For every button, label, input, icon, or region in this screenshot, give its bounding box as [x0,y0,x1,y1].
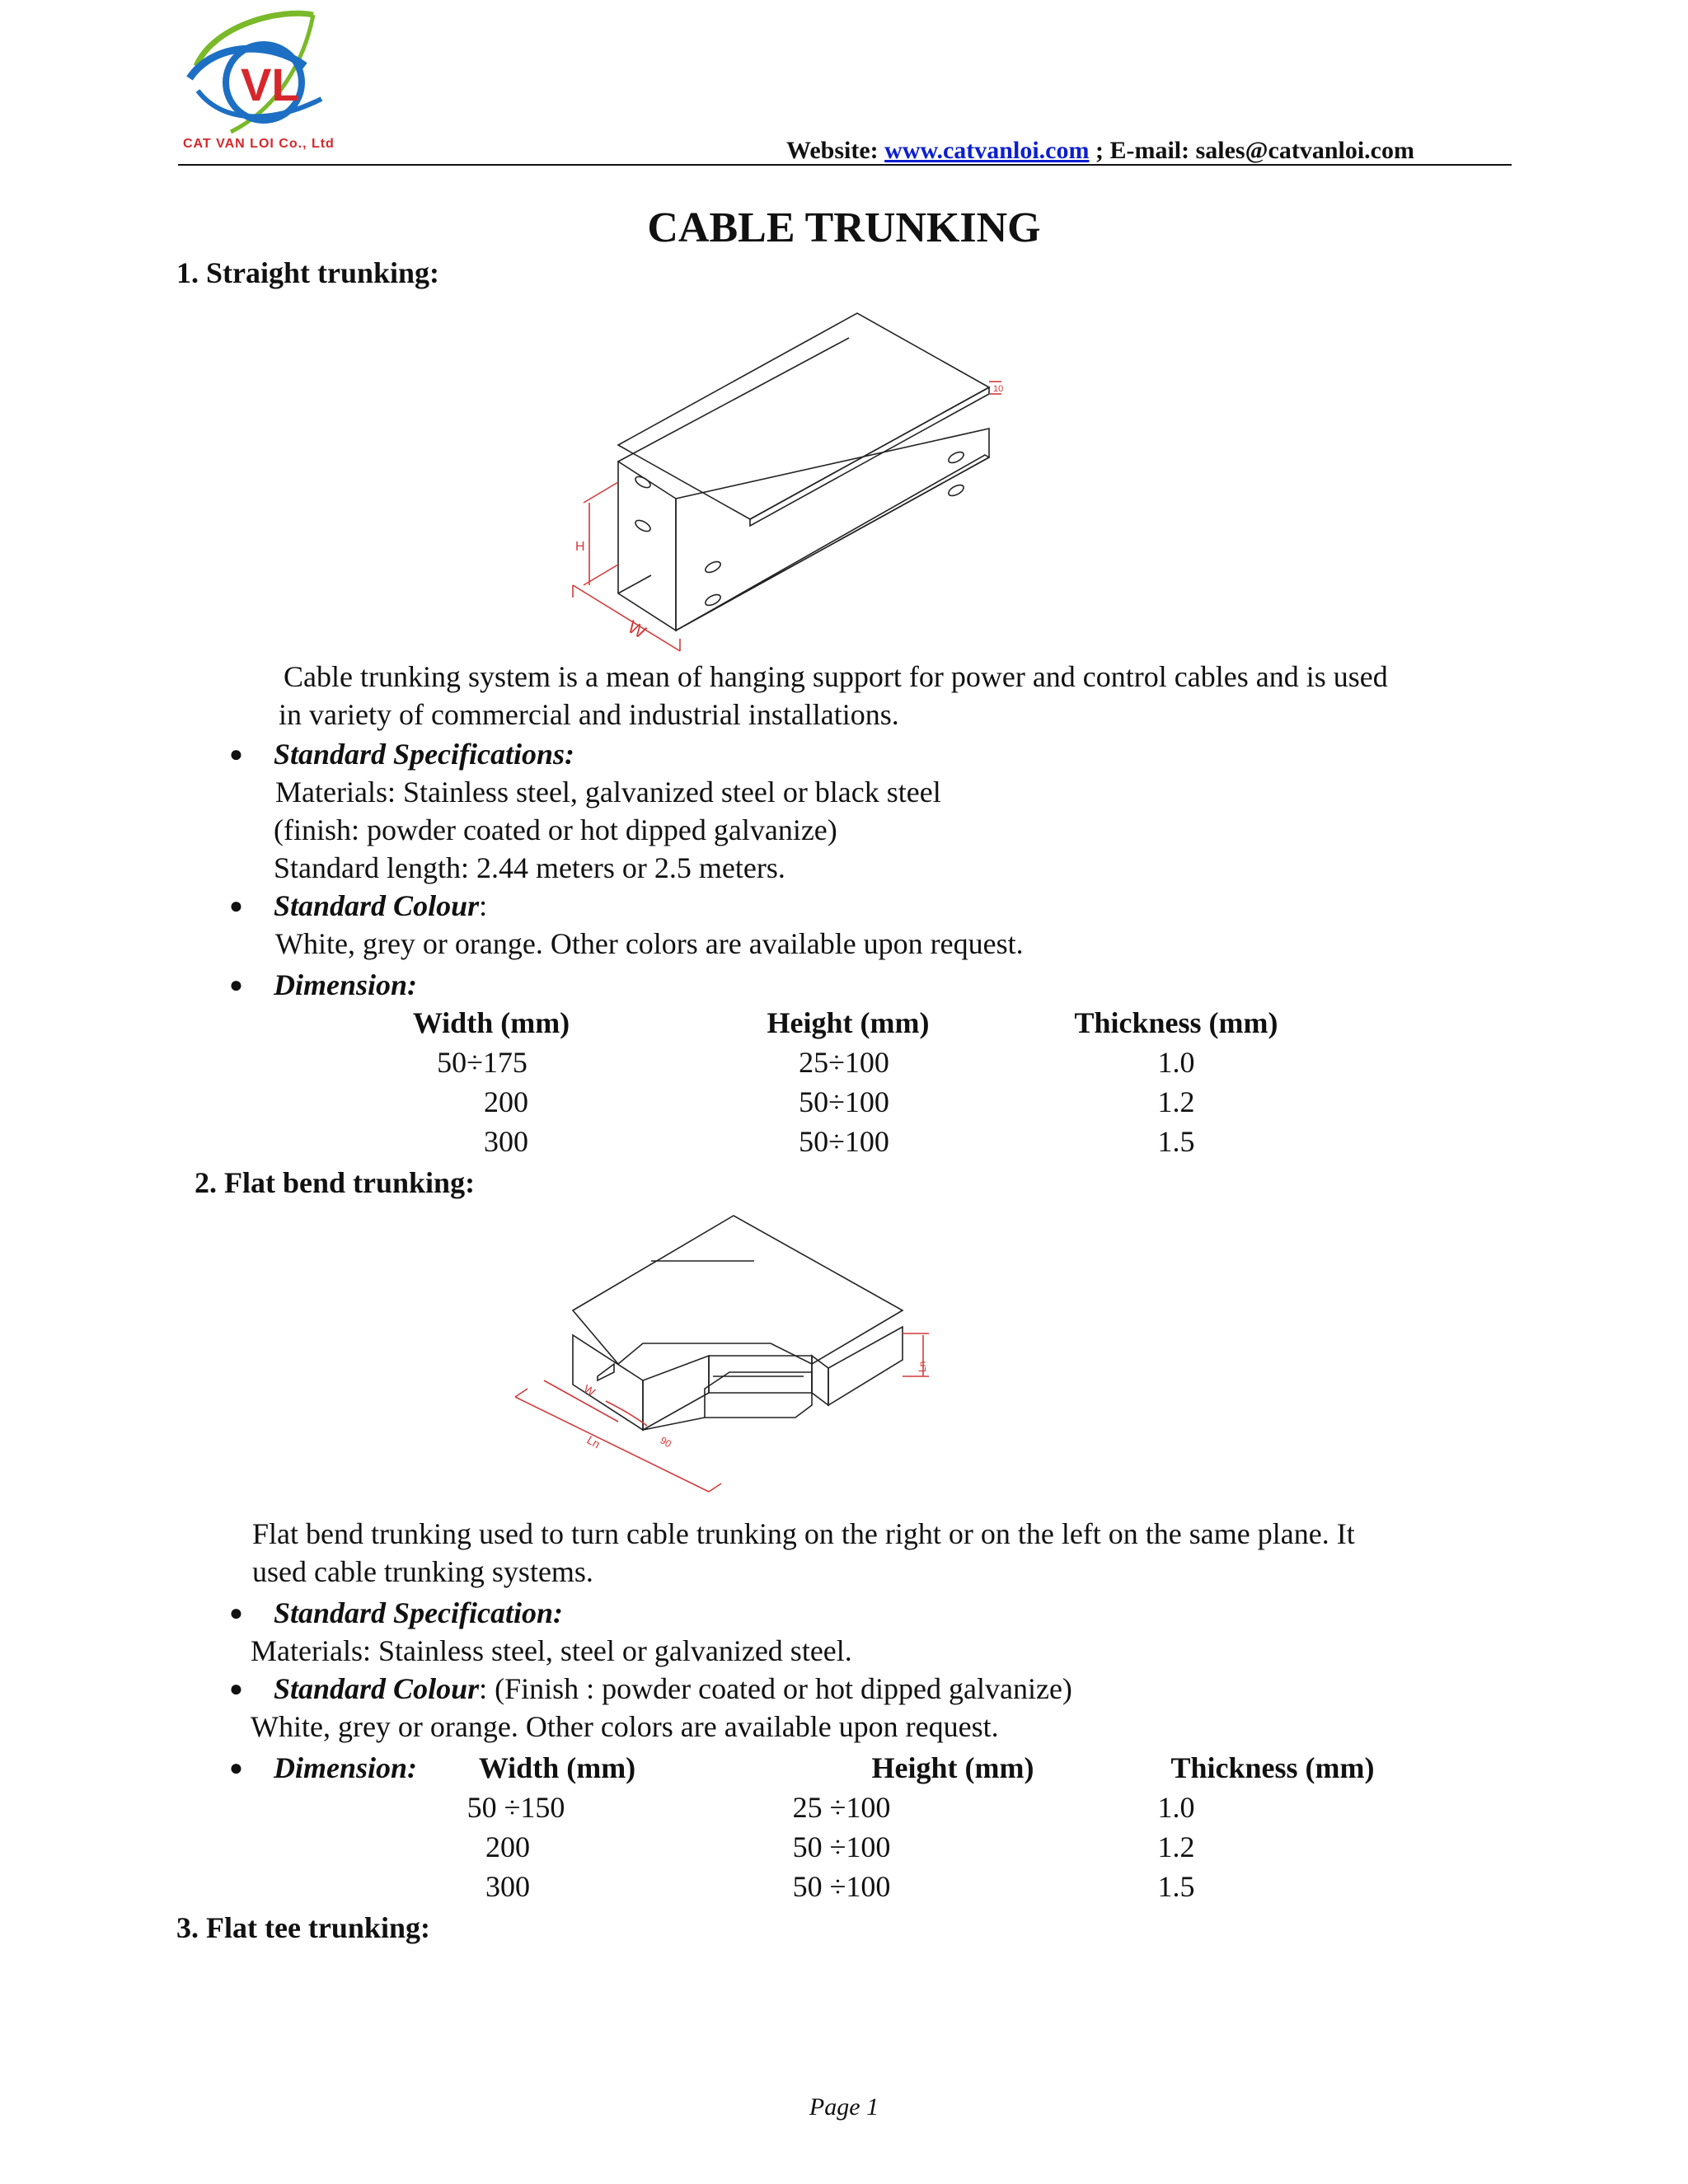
table1-cell: 50÷175 [437,1046,528,1079]
table2-header-thickness: Thickness (mm) [1170,1751,1375,1784]
section2-colour-suffix: : (Finish : powder coated or hot dipped galvanize) [479,1672,1072,1705]
header-rule [178,164,1512,166]
section1-spec-label: Standard Specifications: [274,738,575,771]
section2-desc-line1: Flat bend trunking used to turn cable trunking on the right or on the left on the same plane. It [252,1517,1355,1550]
bend-height-label: Ln [917,1361,928,1372]
logo-letters: VL [241,59,300,110]
section1-spec-line2: (finish: powder coated or hot dipped galvanize) [274,813,837,846]
bullet-icon: ● [229,1755,243,1781]
header-contact [786,137,1414,165]
table2-cell: 1.2 [1157,1830,1195,1863]
company-name: CAT VAN LOI Co., Ltd [183,137,335,151]
section2-spec-line1: Materials: Stainless steel, steel or galvanized steel. [251,1634,852,1667]
bullet-icon: ● [229,1601,243,1626]
table2-cell: 25 ÷100 [792,1791,891,1824]
page-title: CABLE TRUNKING [647,204,1041,251]
section1-dimension-label: Dimension: [274,968,418,1001]
bullet-icon: ● [229,972,243,998]
table1-header-width: Width (mm) [412,1006,570,1039]
lid-dimension-label: 10 [993,384,1004,394]
section1-colour-row [274,888,487,923]
table1-cell: 300 [484,1125,528,1158]
page-number: Page 1 [809,2093,879,2121]
section2-heading: 2. Flat bend trunking: [195,1166,476,1199]
table2-cell: 200 [485,1830,530,1863]
section2-colour-row [274,1671,1072,1706]
table1-cell: 50÷100 [799,1085,889,1118]
table2-cell: 50 ÷150 [467,1791,565,1824]
section2-dimension-label: Dimension: [274,1751,418,1784]
section1-colour-label: Standard Colour [274,889,480,922]
website-link[interactable]: www.catvanloi.com [884,137,1090,164]
table1-cell: 1.5 [1157,1125,1195,1158]
table2-header-height: Height (mm) [871,1751,1034,1784]
bullet-icon: ● [229,893,243,919]
bend-length-label: Ln [584,1432,603,1451]
table1-cell: 1.0 [1157,1046,1195,1079]
section2-spec-label: Standard Specification: [274,1596,564,1629]
section1-spec-line3: Standard length: 2.44 meters or 2.5 meters. [274,851,785,884]
bullet-icon: ● [229,742,243,767]
width-label: W [624,616,649,643]
flat-bend-trunking-figure [507,1212,968,1512]
table1-header-height: Height (mm) [767,1006,930,1039]
bullet-icon: ● [229,1676,243,1702]
table1-cell: 200 [484,1085,528,1118]
section1-heading: 1. Straight trunking: [176,256,440,289]
table2-cell: 50 ÷100 [792,1870,891,1903]
straight-trunking-figure [569,313,1030,663]
table2-cell: 300 [485,1870,530,1903]
section2-desc-line2: used cable trunking systems. [252,1555,593,1588]
table2-cell: 50 ÷100 [792,1830,891,1863]
table2-cell: 1.5 [1157,1870,1195,1903]
email-text: ; E-mail: sales@catvanloi.com [1089,137,1414,164]
table2-header-width: Width (mm) [478,1751,636,1784]
table2-cell: 1.0 [1157,1791,1195,1824]
section1-colour-suffix: : [479,889,488,922]
section3-heading: 3. Flat tee trunking: [176,1911,430,1944]
section1-desc-line1: Cable trunking system is a mean of hanging support for power and control cables and is used [284,660,1388,693]
section1-desc-line2: in variety of commercial and industrial installations. [279,698,899,731]
bend-width-label: W [581,1381,598,1399]
section1-colour-line: White, grey or orange. Other colors are available upon request. [275,927,1024,960]
section1-spec-line1: Materials: Stainless steel, galvanized steel or black steel [275,776,941,808]
section2-colour-label: Standard Colour [274,1672,480,1705]
website-label: Website: [786,137,885,164]
table1-header-thickness: Thickness (mm) [1074,1006,1278,1039]
table1-cell: 25÷100 [799,1046,889,1079]
bend-angle-label: 90 [658,1434,674,1451]
section2-colour-line: White, grey or orange. Other colors are available upon request. [251,1710,999,1743]
table1-cell: 50÷100 [799,1125,889,1158]
height-label: H [575,540,585,554]
table1-cell: 1.2 [1157,1085,1195,1118]
